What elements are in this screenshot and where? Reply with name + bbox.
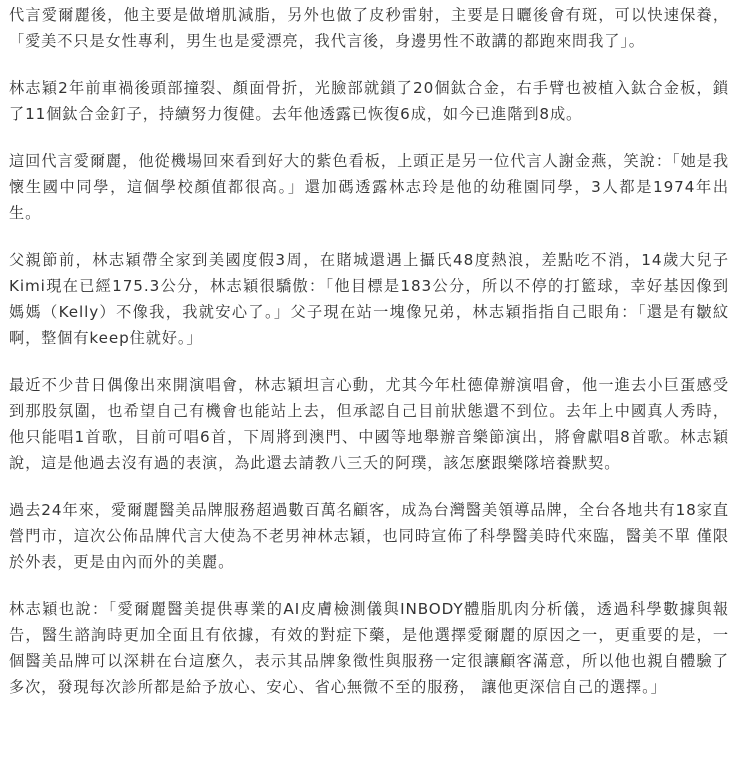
paragraph-4: 父親節前，林志穎帶全家到美國度假3周，在賭城還遇上攝氏48度熱浪，差點吃不消，14歲大兒子Kimi現在已經175.3公分，林志穎很驕傲：「他目標是183公分，所以不停的打籃球，幸好基因像到媽媽（Kelly）不像我，我就安心了。」父子現在站一塊像兄弟，林志穎指指自己眼角：「還是有皺紋啊，整個有keep住就好。」 xyxy=(9,251,729,347)
paragraph-3: 這回代言愛爾麗，他從機場回來看到好大的紫色看板，上頭正是另一位代言人謝金燕，笑說：「她是我懷生國中同學，這個學校顏值都很高。」還加碼透露林志玲是他的幼稚園同學，3人都是1974年出生。 xyxy=(9,152,729,222)
paragraph-6: 過去24年來，愛爾麗醫美品牌服務超過數百萬名顧客，成為台灣醫美領導品牌，全台各地共有18家直營門市，這次公佈品牌代言大使為不老男神林志穎，也同時宣佈了科學醫美時代來臨，醫美不單 僅限於外表，更是由內而外的美麗。 xyxy=(9,501,729,571)
paragraph-7: 林志穎也說：「愛爾麗醫美提供專業的AI皮膚檢測儀與INBODY體脂肌肉分析儀，透過科學數據與報告，醫生諮詢時更加全面且有依據，有效的對症下藥，是他選擇愛爾麗的原因之一，更重要的是，一個醫美品牌可以深耕在台這麼久，表示其品牌象徵性與服務一定很讓顧客滿意，所以他也親自體驗了多次，發現每次診所都是給予放心、安心、省心無微不至的服務， 讓他更深信自己的選擇。」 xyxy=(9,600,729,696)
article-body xyxy=(0,2,741,700)
paragraph-5: 最近不少昔日偶像出來開演唱會，林志穎坦言心動，尤其今年杜德偉辦演唱會，他一進去小巨蛋感受到那股氛圍，也希望自己有機會也能站上去，但承認自己目前狀態還不到位。去年上中國真人秀時，他只能唱1首歌，目前可唱6首，下周將到澳門、中國等地舉辦音樂節演出，將會獻唱8首歌。林志穎說，這是他過去沒有過的表演，為此還去請教八三夭的阿璞，該怎麼跟樂隊培養默契。 xyxy=(9,376,729,472)
paragraph-2: 林志穎2年前車禍後頭部撞裂、顏面骨折，光臉部就鎖了20個鈦合金，右手臂也被植入鈦合金板，鎖了11個鈦合金釘子，持續努力復健。去年他透露已恢復6成，如今已進階到8成。 xyxy=(9,79,729,123)
paragraph-1: 代言愛爾麗後，他主要是做增肌減脂，另外也做了皮秒雷射，主要是日曬後會有斑，可以快速保養，「愛美不只是女性專利，男生也是愛漂亮，我代言後，身邊男性不敢講的都跑來問我了」。 xyxy=(9,6,729,50)
